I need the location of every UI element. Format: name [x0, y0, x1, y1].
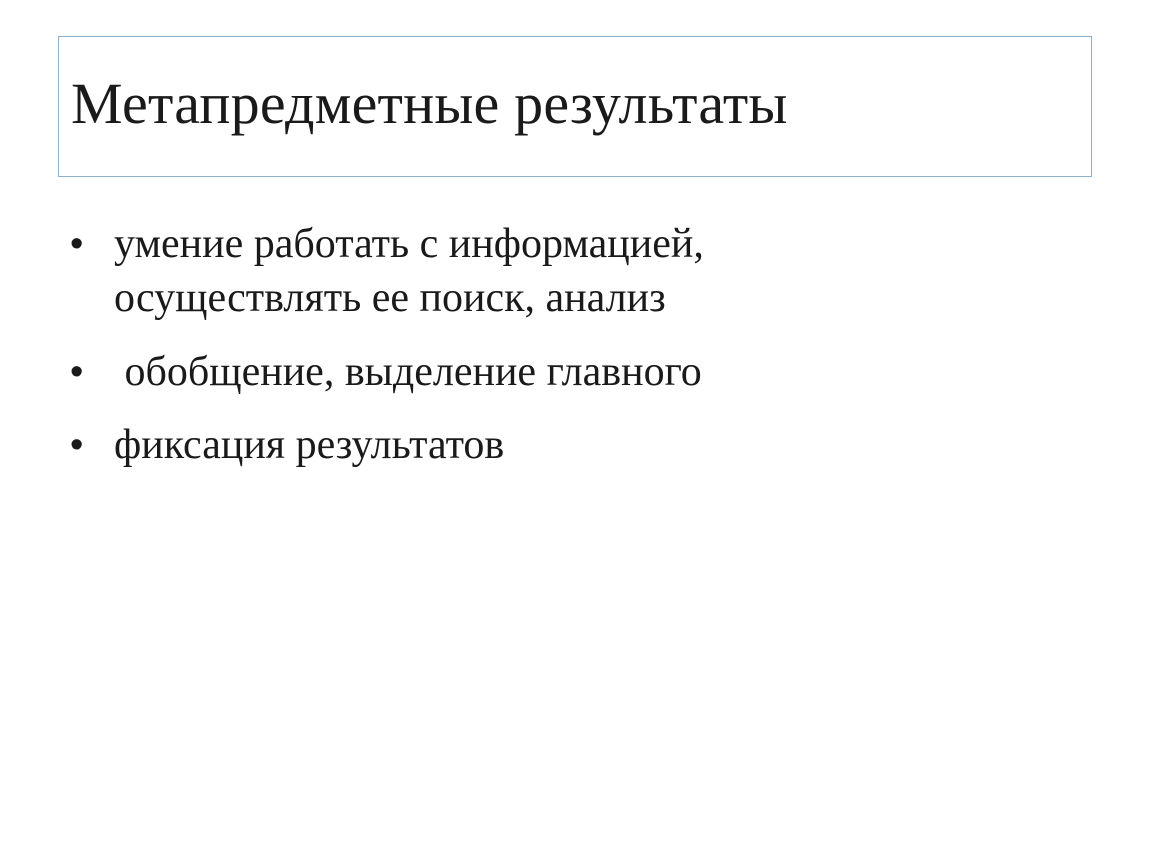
- bullet-item: [68, 346, 1068, 400]
- bullet-marker: •: [70, 350, 84, 393]
- slide-title: Метапредметные результаты: [71, 71, 788, 136]
- bullet-text: умение работать с информацией, осуществлять ее поиск, анализ: [114, 221, 704, 321]
- bullet-text: обобщение, выделение главного: [114, 348, 702, 395]
- bullet-marker: •: [70, 424, 84, 467]
- bullet-marker: •: [70, 223, 84, 265]
- bullet-list: [68, 218, 1068, 493]
- bullet-item: [68, 218, 1068, 326]
- bullet-item: [68, 419, 1068, 473]
- bullet-text: фиксация результатов: [114, 422, 505, 469]
- title-placeholder: [58, 36, 1092, 177]
